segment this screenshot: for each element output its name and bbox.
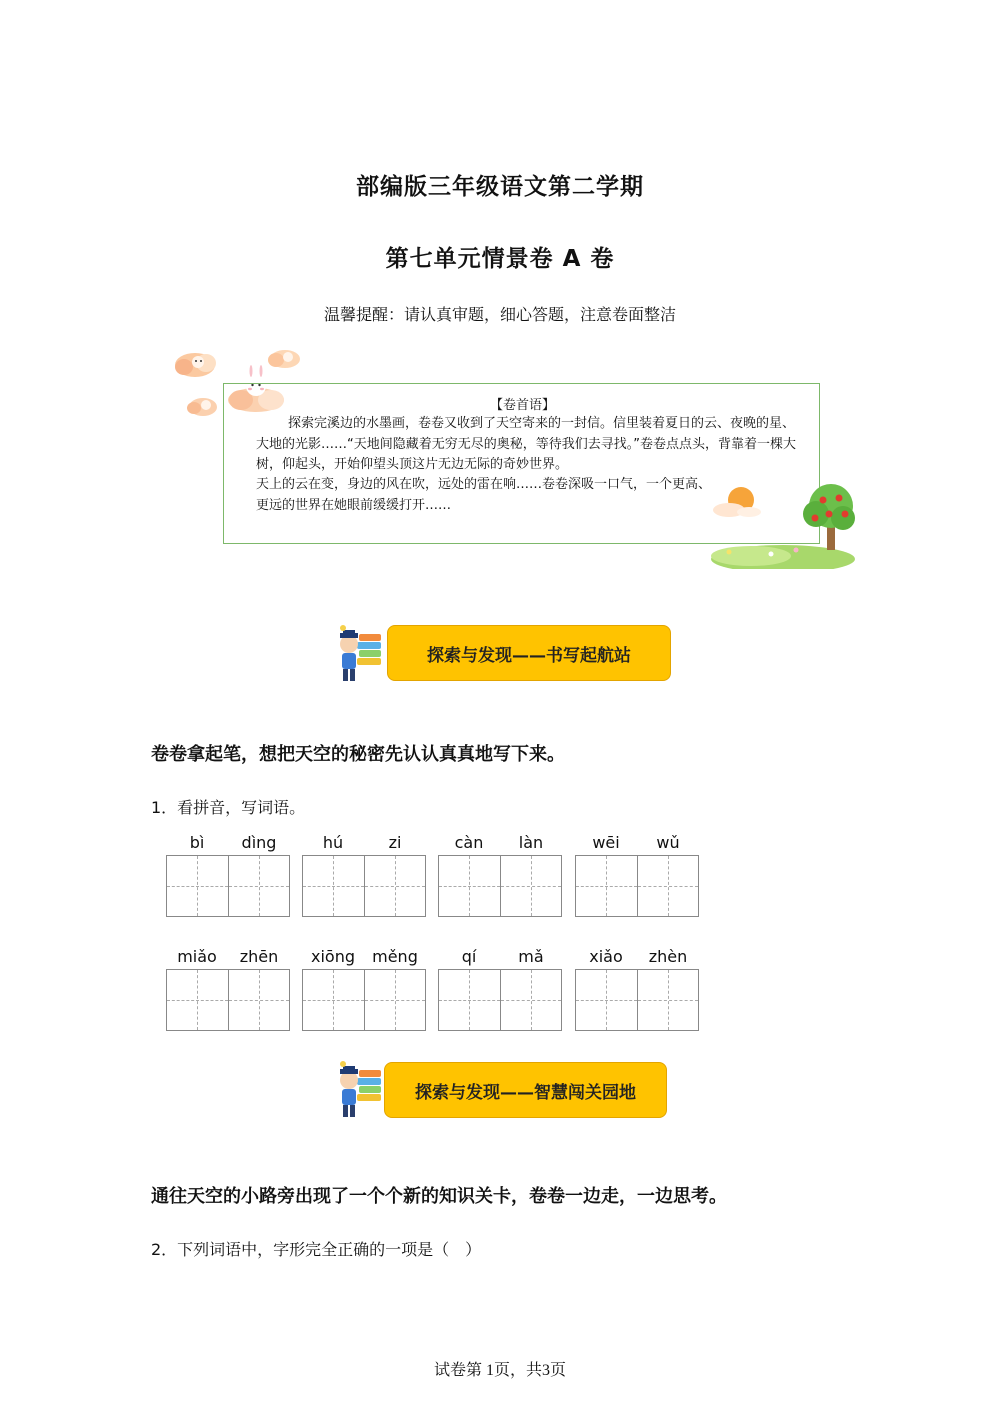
tianzi-cell[interactable] [500, 856, 561, 916]
tianzi-cell[interactable] [303, 856, 364, 916]
tianzi-cell[interactable] [364, 970, 425, 1030]
tianzi-cell[interactable] [576, 856, 637, 916]
section1-banner: 探索与发现——书写起航站 [387, 625, 671, 681]
tianzi-cell[interactable] [500, 970, 561, 1030]
pinyin-label: wēi [592, 833, 620, 852]
tianzi-cell[interactable] [167, 856, 228, 916]
writing-grid[interactable] [575, 969, 699, 1031]
tianzi-cell[interactable] [228, 856, 289, 916]
pinyin-label: hú [322, 833, 344, 852]
tianzi-cell[interactable] [228, 970, 289, 1030]
pinyin-label: mǎ [518, 947, 544, 966]
writing-grid[interactable] [438, 855, 562, 917]
page-title: 部编版三年级语文第二学期 [356, 174, 644, 200]
pinyin-label: miǎo [177, 947, 217, 966]
student-with-books-icon [333, 624, 385, 686]
student-with-books-icon [333, 1060, 385, 1122]
intro-paragraph-2: 天上的云在变，身边的风在吹，远处的雷在响……卷卷深吸一口气，一个更高、更远的世界在她眼前缓缓打开…… [256, 477, 712, 513]
writing-grid[interactable] [166, 855, 290, 917]
intro-heading: 【卷首语】 [489, 398, 555, 413]
tianzi-cell[interactable] [439, 970, 500, 1030]
pinyin-label: zhèn [648, 947, 688, 966]
pinyin-label: qí [461, 947, 477, 966]
pinyin-label: xiǎo [589, 947, 623, 966]
reminder-text: 温馨提醒：请认真审题，细心答题，注意卷面整洁 [323, 305, 676, 324]
tianzi-cell[interactable] [637, 970, 698, 1030]
section2-banner: 探索与发现——智慧闯关园地 [384, 1062, 667, 1118]
intro-paragraph-1: 探索完溪边的水墨画，卷卷又收到了天空寄来的一封信。信里装着夏日的云、夜晚的星、大地的光影……“天地间隐藏着无穷无尽的奥秘，等待我们去寻找。”卷卷点点头，背靠着一棵大树，仰起头，开始仰望头顶这片无边无际的奇妙世界。 [256, 416, 796, 472]
tianzi-cell[interactable] [364, 856, 425, 916]
pinyin-label: měng [372, 947, 418, 966]
tianzi-cell[interactable] [167, 970, 228, 1030]
tianzi-cell[interactable] [303, 970, 364, 1030]
writing-grid[interactable] [302, 855, 426, 917]
question-2: 2．下列词语中，字形完全正确的一项是（ ） [151, 1240, 482, 1259]
tianzi-cell[interactable] [576, 970, 637, 1030]
section2-lead: 通往天空的小路旁出现了一个个新的知识关卡，卷卷一边走，一边思考。 [151, 1186, 727, 1207]
page-footer: 试卷第 1页，共3页 [433, 1362, 566, 1379]
pinyin-label: càn [454, 833, 484, 852]
writing-grid[interactable] [302, 969, 426, 1031]
pinyin-label: zi [388, 833, 402, 852]
writing-grid[interactable] [438, 969, 562, 1031]
pinyin-label: xiōng [311, 947, 355, 966]
question-1: 1．看拼音，写词语。 [151, 798, 306, 817]
pinyin-label: làn [518, 833, 544, 852]
pinyin-label: wǔ [656, 833, 680, 852]
pinyin-label: zhēn [239, 947, 279, 966]
page-subtitle: 第七单元情景卷 A 卷 [385, 246, 615, 272]
pinyin-label: dìng [241, 833, 277, 852]
writing-grid[interactable] [575, 855, 699, 917]
tianzi-cell[interactable] [439, 856, 500, 916]
section1-lead: 卷卷拿起笔，想把天空的秘密先认认真真地写下来。 [151, 744, 565, 765]
pinyin-label: bì [189, 833, 205, 852]
writing-grid[interactable] [166, 969, 290, 1031]
apple-tree-icon [711, 474, 856, 569]
tianzi-cell[interactable] [637, 856, 698, 916]
